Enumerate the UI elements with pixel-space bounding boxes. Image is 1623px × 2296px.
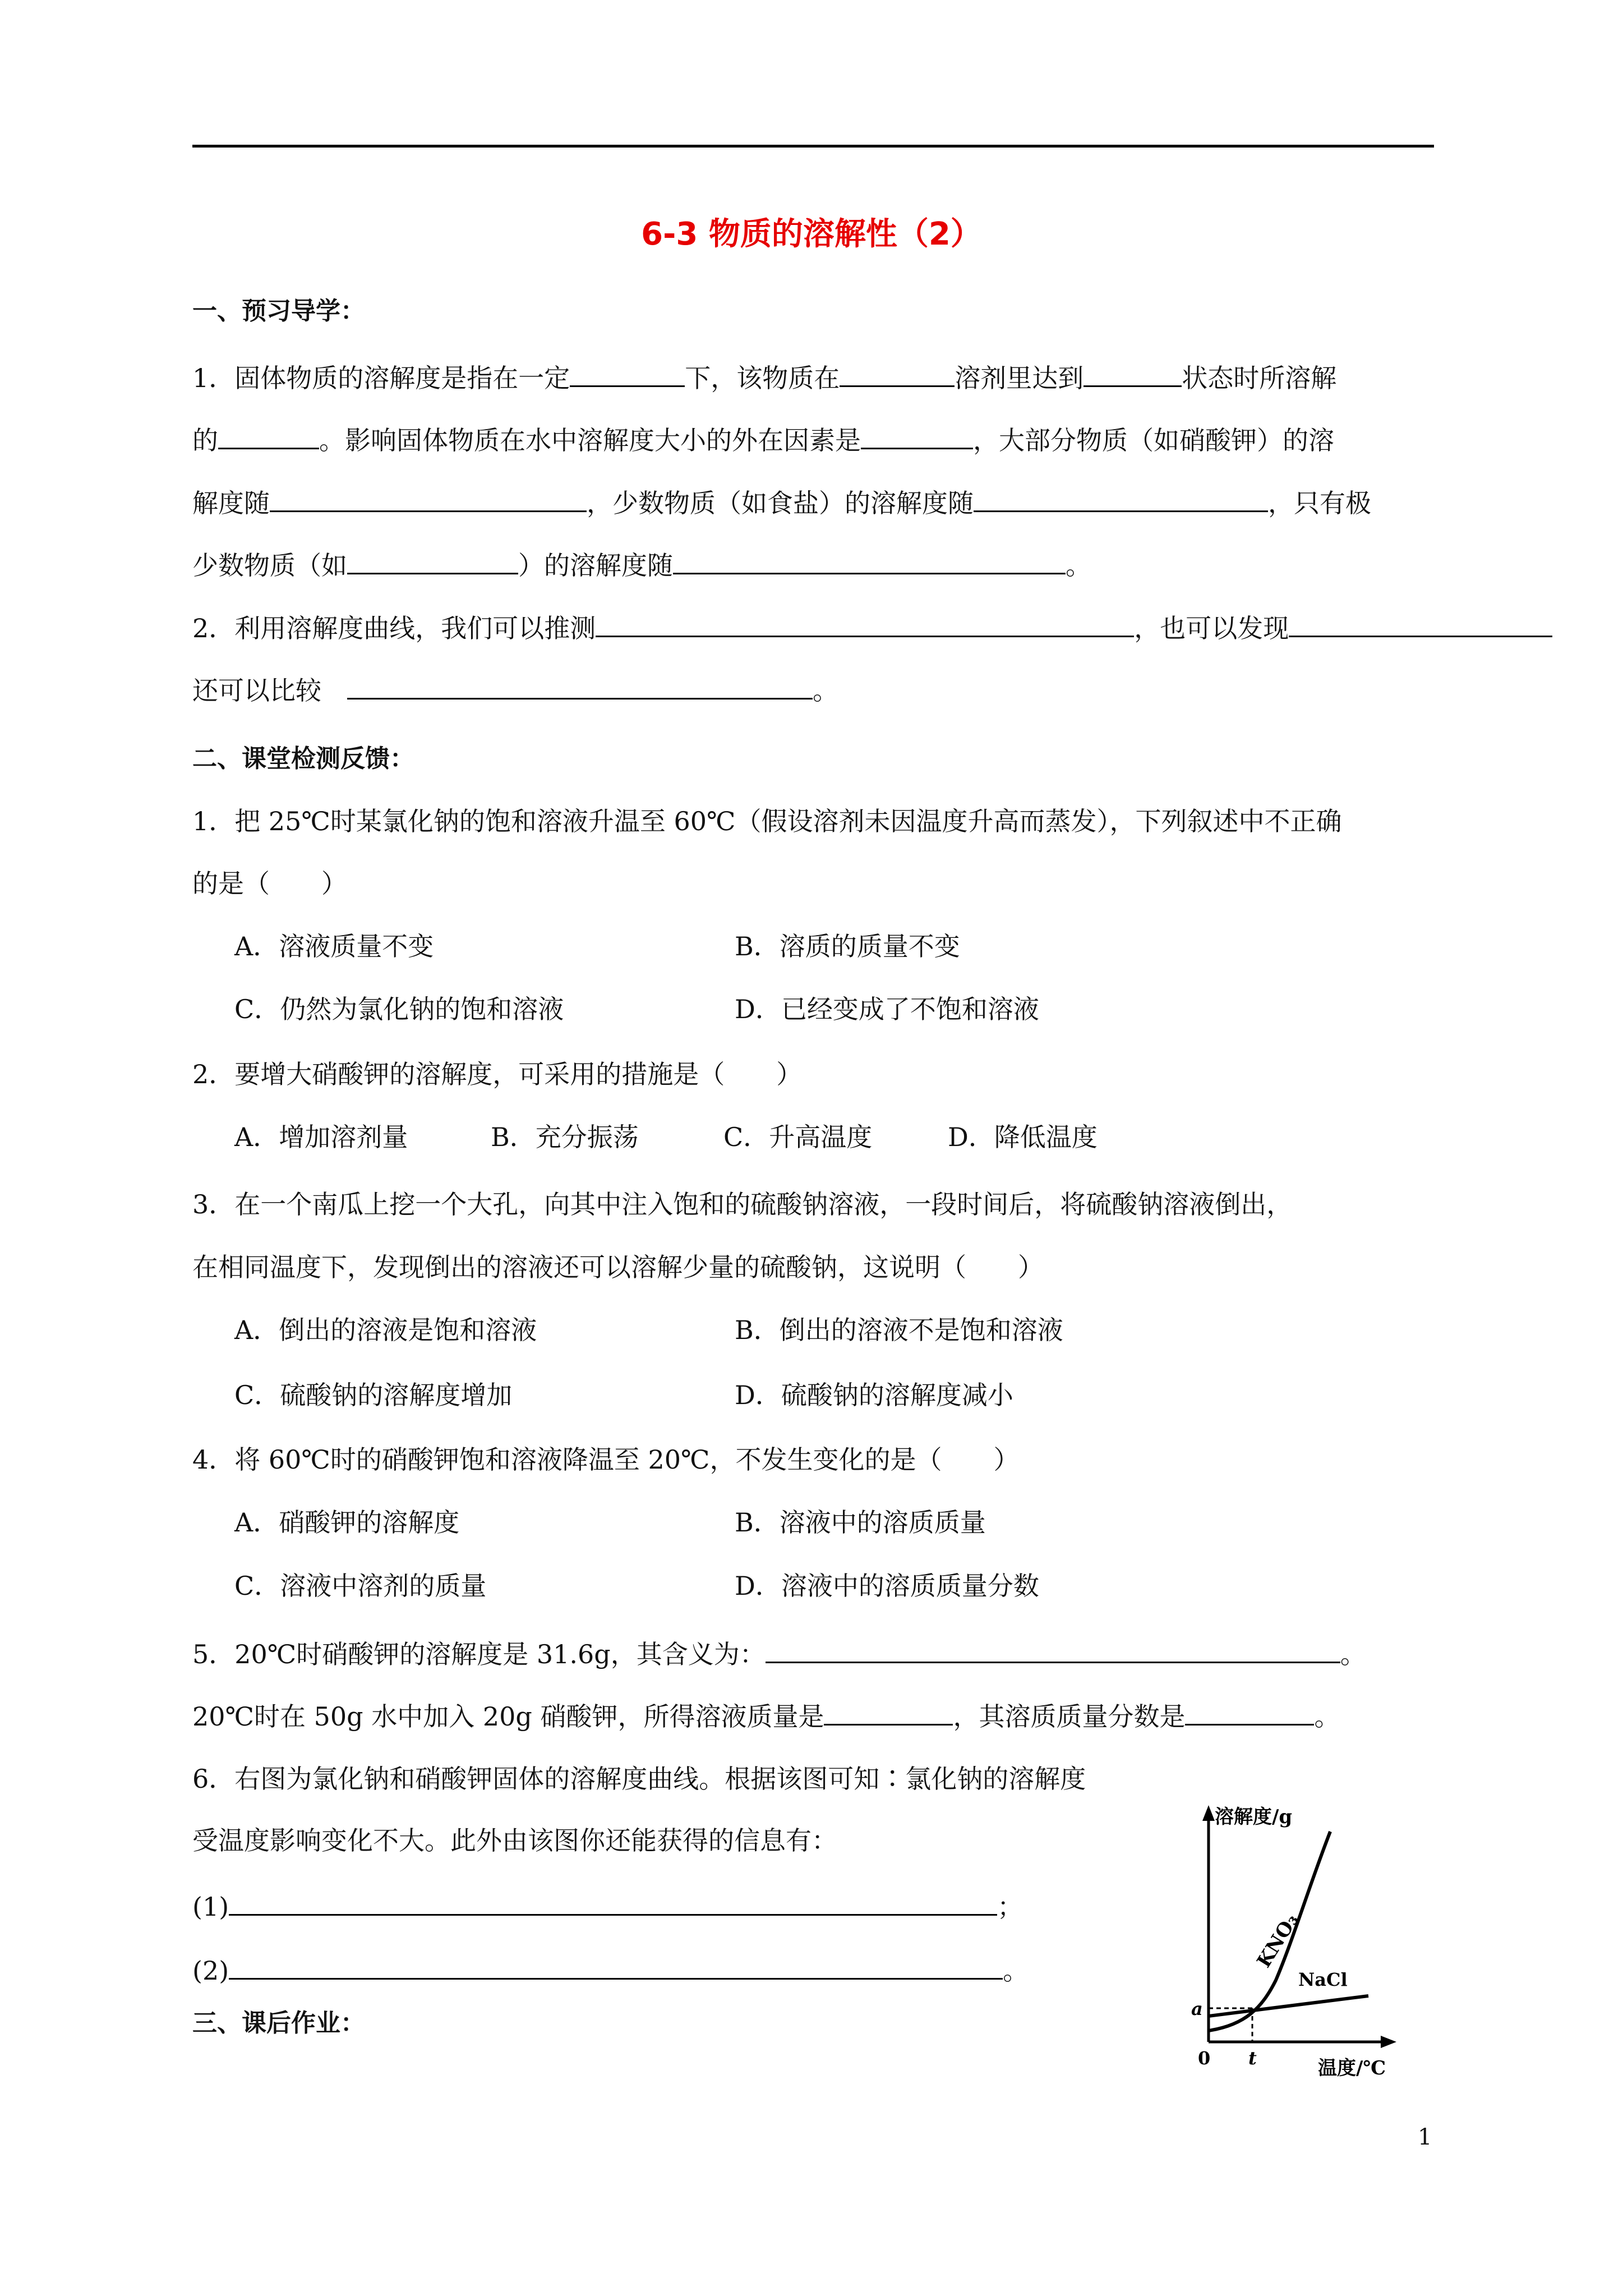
preview-q1-line3: 解度随 ，少数物质（如食盐）的溶解度随 ，只有极 bbox=[192, 481, 1371, 523]
quiz-q6-stem-2: 受温度影响变化不大。此外由该图你还能获得的信息有： bbox=[192, 1825, 837, 1856]
kno3-label: KNO₃ bbox=[1252, 1910, 1303, 1972]
x-axis-label: 温度/℃ bbox=[1318, 2057, 1386, 2079]
section-heading-2: 二、课堂检测反馈： bbox=[192, 744, 414, 773]
quiz-q4-option-c[interactable]: C．溶液中溶剂的质量 bbox=[234, 1571, 487, 1601]
x-axis-arrow bbox=[1381, 2036, 1396, 2048]
quiz-q4-option-b[interactable]: B．溶液中的溶质质量 bbox=[735, 1507, 986, 1538]
quiz-q5-line2: 20℃时在 50g 水中加入 20g 硝酸钾，所得溶液质量是 ，其溶质质量分数是 。 bbox=[192, 1695, 1340, 1736]
preview-q1-line4: 少数物质（如 ）的溶解度随 。 bbox=[192, 544, 1091, 585]
answer-blank[interactable] bbox=[974, 481, 1268, 512]
t-label: t bbox=[1248, 2047, 1257, 2069]
quiz-q1-option-a[interactable]: A．溶液质量不变 bbox=[234, 931, 434, 961]
answer-blank[interactable] bbox=[1083, 356, 1182, 387]
quiz-q1-option-b[interactable]: B．溶质的质量不变 bbox=[735, 931, 960, 961]
quiz-q1-stem-2: 的是（ ） bbox=[192, 868, 347, 899]
quiz-q2-stem: 2．要增大硝酸钾的溶解度，可采用的措施是（ ） bbox=[192, 1059, 803, 1089]
quiz-q5-line1: 5．20℃时硝酸钾的溶解度是 31.6g，其含义为： 。 bbox=[192, 1632, 1366, 1674]
quiz-q4-option-d[interactable]: D．溶液中的溶质质量分数 bbox=[735, 1571, 1039, 1601]
quiz-q6-part2: (2) 。 bbox=[192, 1949, 1029, 1990]
answer-blank[interactable] bbox=[861, 418, 973, 449]
answer-blank[interactable] bbox=[229, 1949, 1003, 1980]
kno3-curve bbox=[1209, 1832, 1330, 2031]
answer-blank[interactable] bbox=[840, 356, 955, 387]
quiz-q6-part1: (1) ； bbox=[192, 1885, 1023, 1926]
quiz-q6-stem: 6．右图为氯化钠和硝酸钾固体的溶解度曲线。根据该图可知∶氯化钠的溶解度 bbox=[192, 1764, 1086, 1794]
nacl-line bbox=[1209, 1996, 1368, 2016]
quiz-q2-option-b[interactable]: B．充分振荡 bbox=[491, 1122, 639, 1152]
preview-q1-line2: 的 。影响固体物质在水中溶解度大小的外在因素是 ，大部分物质（如硝酸钾）的溶 bbox=[192, 418, 1334, 460]
quiz-q3-stem: 3．在一个南瓜上挖一个大孔，向其中注入饱和的硫酸钠溶液，一段时间后，将硫酸钠溶液倒出， bbox=[192, 1189, 1293, 1220]
quiz-q3-option-d[interactable]: D．硫酸钠的溶解度减小 bbox=[735, 1380, 1013, 1410]
quiz-q4-option-a[interactable]: A．硝酸钾的溶解度 bbox=[234, 1507, 460, 1538]
page-number: 1 bbox=[1418, 2124, 1432, 2150]
quiz-q2-option-c[interactable]: C．升高温度 bbox=[723, 1122, 873, 1152]
answer-blank[interactable] bbox=[1185, 1695, 1314, 1726]
quiz-q3-option-a[interactable]: A．倒出的溶液是饱和溶液 bbox=[234, 1315, 537, 1345]
answer-blank[interactable] bbox=[347, 544, 518, 574]
preview-q1-line1: 1．固体物质的溶解度是指在一定 下，该物质在 溶剂里达到 状态时所溶解 bbox=[192, 356, 1336, 398]
solubility-curve-figure bbox=[1166, 1801, 1413, 2081]
answer-blank[interactable] bbox=[229, 1885, 997, 1916]
quiz-q1-option-d[interactable]: D．已经变成了不饱和溶液 bbox=[735, 994, 1039, 1024]
quiz-q1-stem: 1．把 25℃时某氯化钠的饱和溶液升温至 60℃（假设溶剂未因温度升高而蒸发），下列叙述中不正确 bbox=[192, 806, 1342, 836]
quiz-q3-stem-2: 在相同温度下，发现倒出的溶液还可以溶解少量的硫酸钠，这说明（ ） bbox=[192, 1252, 1044, 1282]
preview-q2-line1: 2．利用溶解度曲线，我们可以推测 ，也可以发现 bbox=[192, 606, 1552, 648]
section-heading-1: 一、预习导学： bbox=[192, 297, 365, 325]
quiz-q1-option-c[interactable]: C．仍然为氯化钠的饱和溶液 bbox=[234, 994, 564, 1024]
solubility-curve-svg bbox=[1166, 1801, 1413, 2081]
nacl-label: NaCl bbox=[1298, 1969, 1348, 1990]
page-title: 6-3 物质的溶解性（2） bbox=[641, 216, 982, 252]
section-heading-3: 三、课后作业： bbox=[192, 2009, 365, 2037]
answer-blank[interactable] bbox=[347, 669, 813, 700]
quiz-q2-option-a[interactable]: A．增加溶剂量 bbox=[234, 1122, 408, 1152]
answer-blank[interactable] bbox=[824, 1695, 953, 1726]
preview-q2-line2: 还可以比较 。 bbox=[192, 669, 838, 710]
y-axis-label: 溶解度/g bbox=[1215, 1806, 1293, 1828]
answer-blank[interactable] bbox=[766, 1632, 1340, 1663]
quiz-q4-stem: 4．将 60℃时的硝酸钾饱和溶液降温至 20℃，不发生变化的是（ ） bbox=[192, 1444, 1020, 1475]
origin-label: 0 bbox=[1198, 2047, 1211, 2069]
header-rule bbox=[192, 145, 1434, 148]
quiz-q3-option-c[interactable]: C．硫酸钠的溶解度增加 bbox=[234, 1380, 513, 1410]
y-axis-arrow bbox=[1202, 1805, 1215, 1821]
answer-blank[interactable] bbox=[218, 418, 319, 449]
answer-blank[interactable] bbox=[596, 606, 1134, 637]
answer-blank[interactable] bbox=[1289, 606, 1552, 637]
quiz-q2-option-d[interactable]: D．降低温度 bbox=[948, 1122, 1098, 1152]
answer-blank[interactable] bbox=[270, 481, 587, 512]
a-label: a bbox=[1191, 1998, 1203, 2019]
answer-blank[interactable] bbox=[673, 544, 1066, 574]
answer-blank[interactable] bbox=[570, 356, 685, 387]
quiz-q3-option-b[interactable]: B．倒出的溶液不是饱和溶液 bbox=[735, 1315, 1063, 1345]
